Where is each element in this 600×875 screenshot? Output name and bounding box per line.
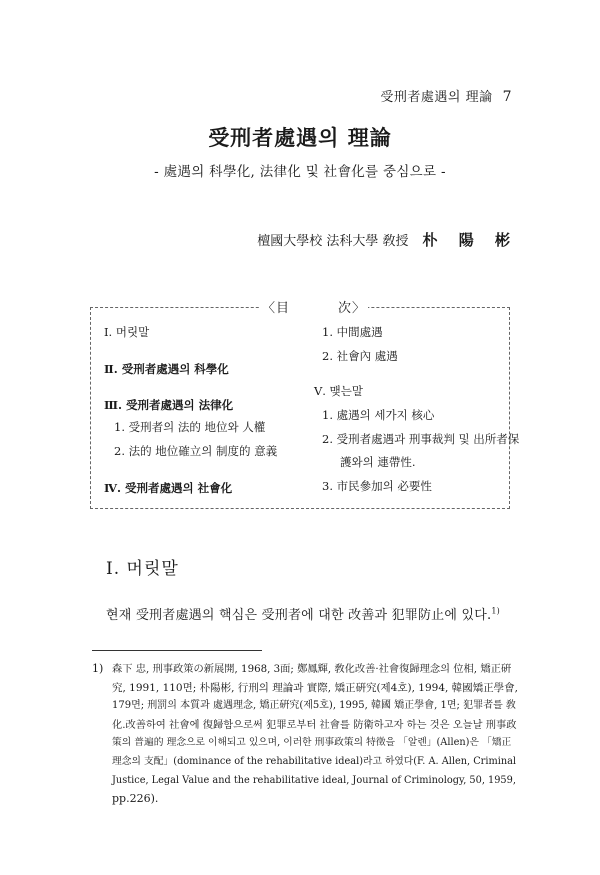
footnote-line: 森下 忠, 刑事政策の新展開, 1968, 3面; 鄭鳳輝, 敎化改善·社會復歸理念의 位相, 矯正硏 (112, 663, 512, 675)
toc-item: Ⅴ. 맺는말 (314, 384, 363, 398)
toc-item: 1. 受刑者의 法的 地位와 人權 (114, 420, 266, 434)
body-text: 현재 受刑者處遇의 핵심은 受刑者에 대한 改善과 犯罪防止에 있다. (106, 608, 492, 623)
toc-item: 護와의 連帶性. (340, 455, 416, 469)
toc-heading-close: 次〉 (338, 301, 367, 316)
author-line (257, 229, 518, 250)
running-head-title: 受刑者處遇의 理論 (380, 90, 493, 105)
body-paragraph (106, 604, 500, 623)
footnote-reference[interactable]: 1) (491, 606, 500, 616)
toc-item: Ⅳ. 受刑者處遇의 社會化 (104, 481, 233, 495)
toc-item: 2. 社會內 處遇 (322, 349, 398, 363)
section-heading: Ⅰ. 머릿말 (106, 559, 179, 579)
running-head (380, 86, 512, 105)
toc-item: 3. 市民參加의 必要性 (322, 479, 432, 493)
toc-item: 1. 中間處遇 (322, 325, 383, 339)
footnote-line: 179면; 刑罰의 本質과 處遇理念, 矯正硏究(제5호), 1995, 韓國 矯正學會, 1면; 犯罪者를 敎 (112, 700, 516, 712)
page-number: 7 (502, 89, 512, 105)
paper-title: 受刑者處遇의 理論 (208, 125, 392, 150)
footnote-divider (92, 650, 262, 651)
footnote-number: 1) (92, 662, 104, 675)
footnote-line: 化.改善하여 社會에 復歸함으로써 犯罪로부터 社會를 防衛하고자 하는 것은 오늘날 刑事政 (112, 718, 517, 731)
footnote-text (112, 660, 520, 809)
footnote-line: Justice, Legal Value and the rehabilitative ideal, Journal of Criminology, 50, 1959, (112, 774, 516, 786)
author-name: 朴 陽 彬 (422, 231, 518, 249)
toc-item: Ⅰ. 머릿말 (104, 325, 150, 339)
footnote-line: 策의 普遍的 理念으로 이해되고 있으며, 이러한 刑事政策의 特徵을 「알렌」(Allen)은 「矯正 (112, 737, 512, 749)
toc-heading (260, 297, 368, 316)
toc-heading-open: 〈目 (262, 301, 291, 316)
toc-item: Ⅱ. 受刑者處遇의 科學化 (104, 362, 229, 376)
footnote-line: 究, 1991, 110면; 朴陽彬, 行刑의 理論과 實際, 矯正硏究(제4호), 1994, 韓國矯正學會, (112, 681, 519, 694)
toc-item: 2. 受刑者處遇과 刑事裁判 및 出所者保 (322, 432, 520, 446)
footnote-line: 理念의 支配」(dominance of the rehabilitative ideal)라고 하였다(F. A. Allen, Criminal (112, 755, 517, 767)
toc-item: 1. 處遇의 세가지 核心 (322, 408, 435, 422)
toc-item: 2. 法的 地位確立의 制度的 意義 (114, 444, 278, 458)
paper-subtitle: - 處遇의 科學化, 法律化 및 社會化를 중심으로 - (154, 164, 446, 180)
footnote (92, 660, 520, 809)
author-affiliation: 檀國大學校 法科大學 敎授 (257, 234, 409, 249)
toc-item: Ⅲ. 受刑者處遇의 法律化 (104, 398, 234, 412)
footnote-line: pp.226). (112, 792, 159, 806)
